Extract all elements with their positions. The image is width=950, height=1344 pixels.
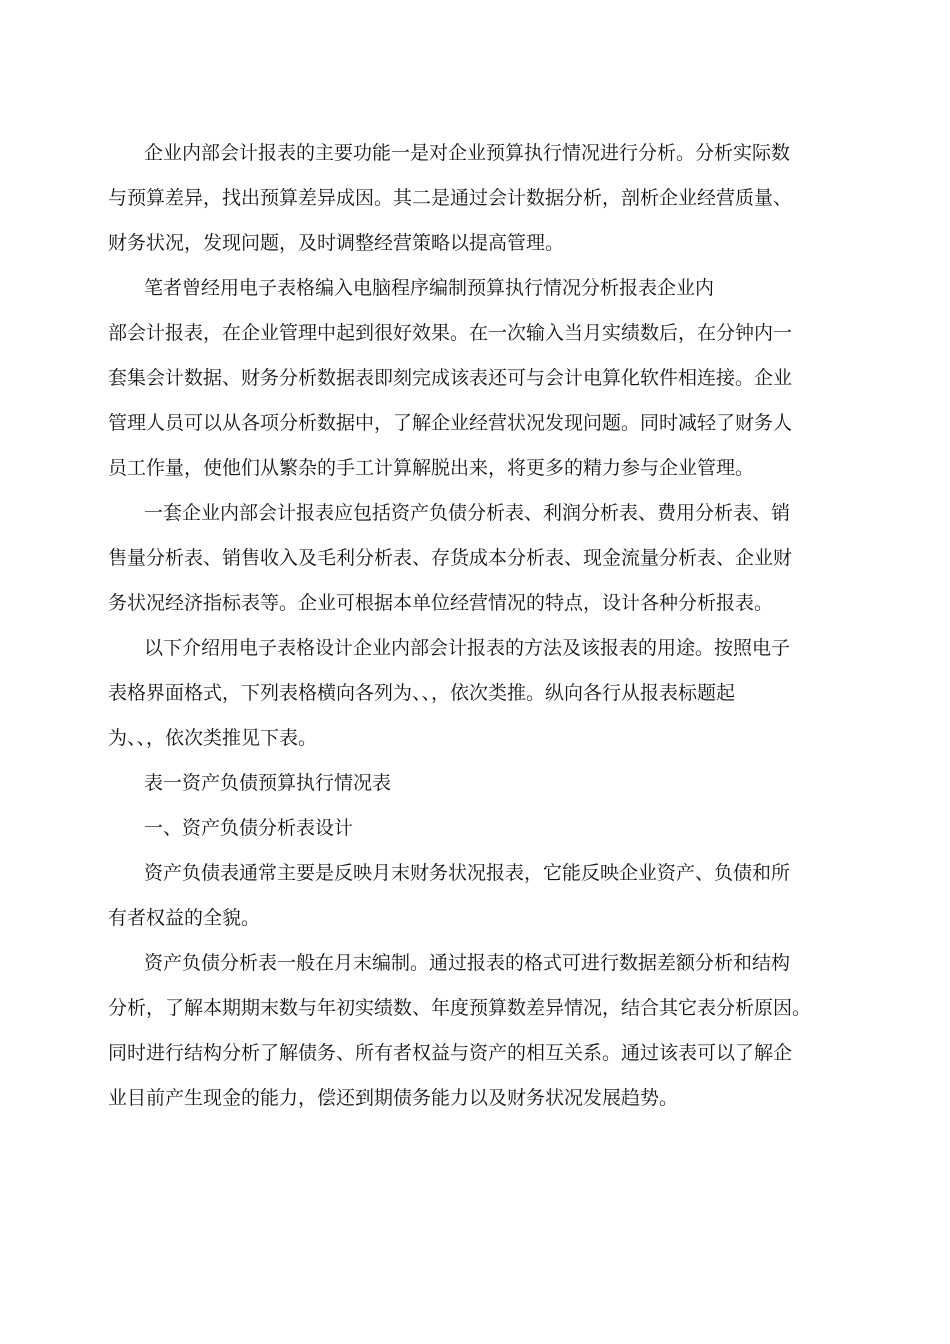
text-line: 售量分析表、销售收入及毛利分析表、存货成本分析表、现金流量分析表、企业财 xyxy=(108,547,793,569)
text-line: 与预算差异，找出预算差异成因。其二是通过会计数据分析，剖析企业经营质量、 xyxy=(108,187,793,209)
text-line: 一套企业内部会计报表应包括资产负债分析表、利润分析表、费用分析表、销 xyxy=(144,502,791,524)
text-line: 分析，了解本期期末数与年初实绩数、年度预算数差异情况，结合其它表分析原因。 xyxy=(108,997,812,1019)
text-line: 同时进行结构分析了解债务、所有者权益与资产的相互关系。通过该表可以了解企 xyxy=(108,1042,793,1064)
text-line: 资产负债分析表一般在月末编制。通过报表的格式可进行数据差额分析和结构 xyxy=(144,952,791,974)
table-caption xyxy=(108,761,843,806)
section-heading xyxy=(108,806,843,851)
text-line: 务状况经济指标表等。企业可根据本单位经营情况的特点，设计各种分析报表。 xyxy=(108,592,774,614)
document-body xyxy=(108,131,843,1121)
text-line: 一、资产负债分析表设计 xyxy=(144,817,354,839)
paragraph-6 xyxy=(108,941,843,1121)
paragraph-2 xyxy=(108,266,843,491)
text-line: 资产负债表通常主要是反映月末财务状况报表，它能反映企业资产、负债和所 xyxy=(144,862,791,884)
paragraph-1 xyxy=(108,131,843,266)
text-line: 有者权益的全貌。 xyxy=(108,907,261,929)
text-line: 部会计报表，在企业管理中起到很好效果。在一次输入当月实绩数后，在分钟内一 xyxy=(108,322,793,344)
text-line: 以下介绍用电子表格设计企业内部会计报表的方法及该报表的用途。按照电子 xyxy=(144,637,791,659)
text-line: 笔者曾经用电子表格编入电脑程序编制预算执行情况分析报表企业内 xyxy=(144,277,715,299)
text-line: 表格界面格式，下列表格横向各列为、、，依次类推。纵向各行从报表标题起 xyxy=(108,682,736,704)
text-line: 员工作量，使他们从繁杂的手工计算解脱出来，将更多的精力参与企业管理。 xyxy=(108,457,755,479)
text-line: 业目前产生现金的能力，偿还到期债务能力以及财务状况发展趋势。 xyxy=(108,1087,679,1109)
paragraph-4 xyxy=(108,626,843,761)
text-line: 管理人员可以从各项分析数据中，了解企业经营状况发现问题。同时减轻了财务人 xyxy=(108,412,793,434)
text-line: 为、、，依次类推见下表。 xyxy=(108,727,318,749)
text-line: 表一资产负债预算执行情况表 xyxy=(144,772,392,794)
text-line: 企业内部会计报表的主要功能一是对企业预算执行情况进行分析。分析实际数 xyxy=(144,142,791,164)
text-line: 财务状况，发现问题，及时调整经营策略以提高管理。 xyxy=(108,232,565,254)
text-line: 套集会计数据、财务分析数据表即刻完成该表还可与会计电算化软件相连接。企业 xyxy=(108,367,793,389)
paragraph-3 xyxy=(108,491,843,626)
paragraph-5 xyxy=(108,851,843,941)
